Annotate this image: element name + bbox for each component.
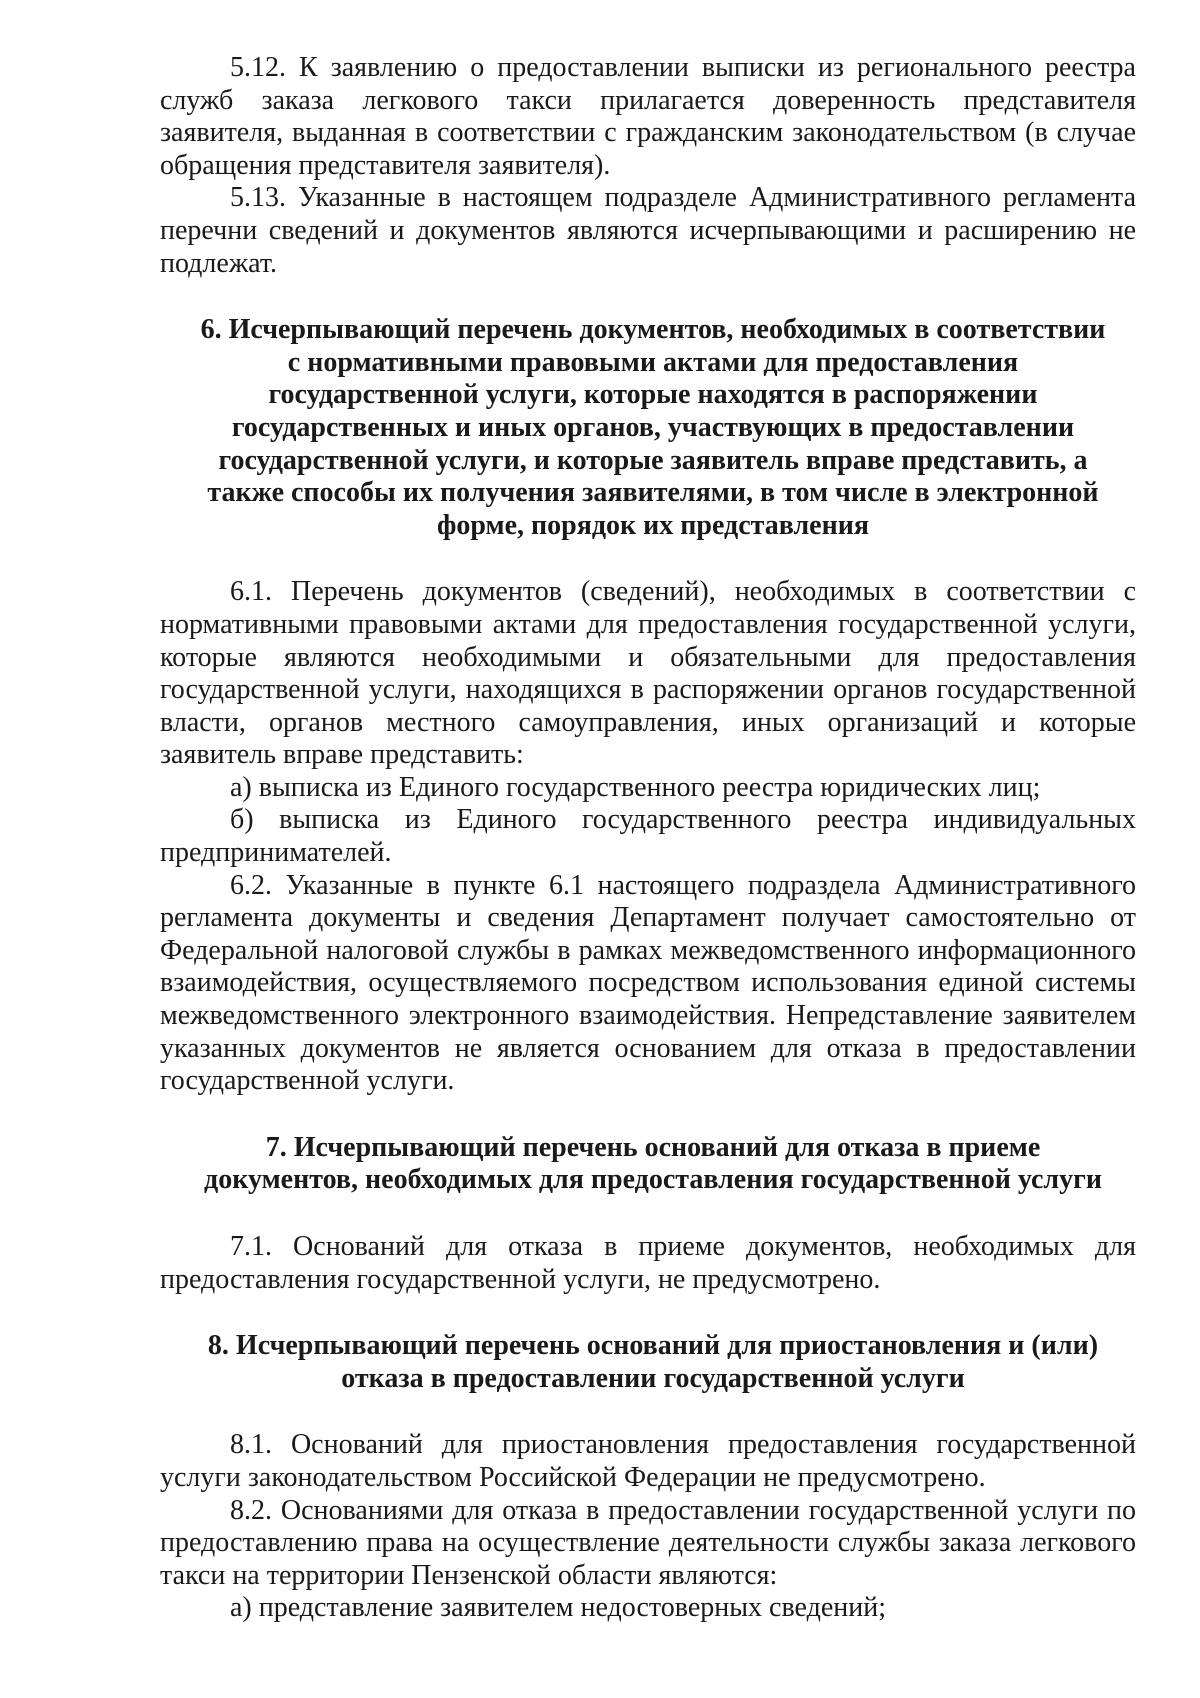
paragraph-5-13: 5.13. Указанные в настоящем подразделе Административного регламента перечни сведений и документов являются исчерпывающими и расширению не подлежат. [160, 182, 1136, 279]
paragraph-6-2: 6.2. Указанные в пункте 6.1 настоящего подраздела Административного регламента документы и сведения Департамент получает самостоятельно от Федеральной налоговой службы в рамках межведомственного информационного взаимодействия, осуществляемого посредством использования единой системы межведомственного электронного взаимодействия. Непредставление заявителем указанных документов не является основанием для отказа в предоставлении государственной услуги. [160, 869, 1136, 1097]
paragraph-5-12: 5.12. К заявлению о предоставлении выписки из регионального реестра служб заказа легкового такси прилагается доверенность представителя заявителя, выданная в соответствии с гражданским законодательством (в случае обращения представителя заявителя). [160, 52, 1136, 181]
paragraph-8-2: 8.2. Основаниями для отказа в предоставлении государственной услуги по предоставлению права на осуществление деятельности службы заказа легкового такси на территории Пензенской области являются: [160, 1494, 1136, 1591]
section-8-heading: 8. Исчерпывающий перечень оснований для приостановления и (или) отказа в предоставлении государственной услуги [207, 1330, 1099, 1394]
paragraph-6-1: 6.1. Перечень документов (сведений), необходимых в соответствии с нормативными правовыми актами для предоставления государственной услуги, которые являются необходимыми и обязательными для предоставления государственной услуги, находящихся в распоряжении органов государственной власти, органов местного самоуправления, иных организаций и которые заявитель вправе представить: [160, 576, 1136, 771]
section-6-heading: 6. Исчерпывающий перечень документов, необходимых в соответствии с нормативными правовыми актами для предоставления государственной услуги, которые находятся в распоряжении государственных и иных органов, участвующих в предоставлении государственной услуги, и которые заявитель вправе представить, а также способы их получения заявителями, в том числе в электронной форме, порядок их представления [200, 314, 1106, 541]
section-7-heading: 7. Исчерпывающий перечень оснований для отказа в приеме документов, необходимых для предоставления государственной услуги [204, 1131, 1102, 1196]
list-item-8-2-a: а) представление заявителем недостоверных сведений; [230, 1592, 886, 1624]
list-item-6-1-a: а) выписка из Единого государственного реестра юридических лиц; [230, 771, 1041, 803]
paragraph-7-1: 7.1. Оснований для отказа в приеме документов, необходимых для предоставления государственной услуги, не предусмотрено. [160, 1231, 1136, 1295]
paragraph-8-1: 8.1. Оснований для приостановления предоставления государственной услуги законодательством Российской Федерации не предусмотрено. [160, 1429, 1136, 1493]
list-item-6-1-b: б) выписка из Единого государственного реестра индивидуальных предпринимателей. [160, 804, 1136, 869]
document-page [160, 52, 1136, 1625]
